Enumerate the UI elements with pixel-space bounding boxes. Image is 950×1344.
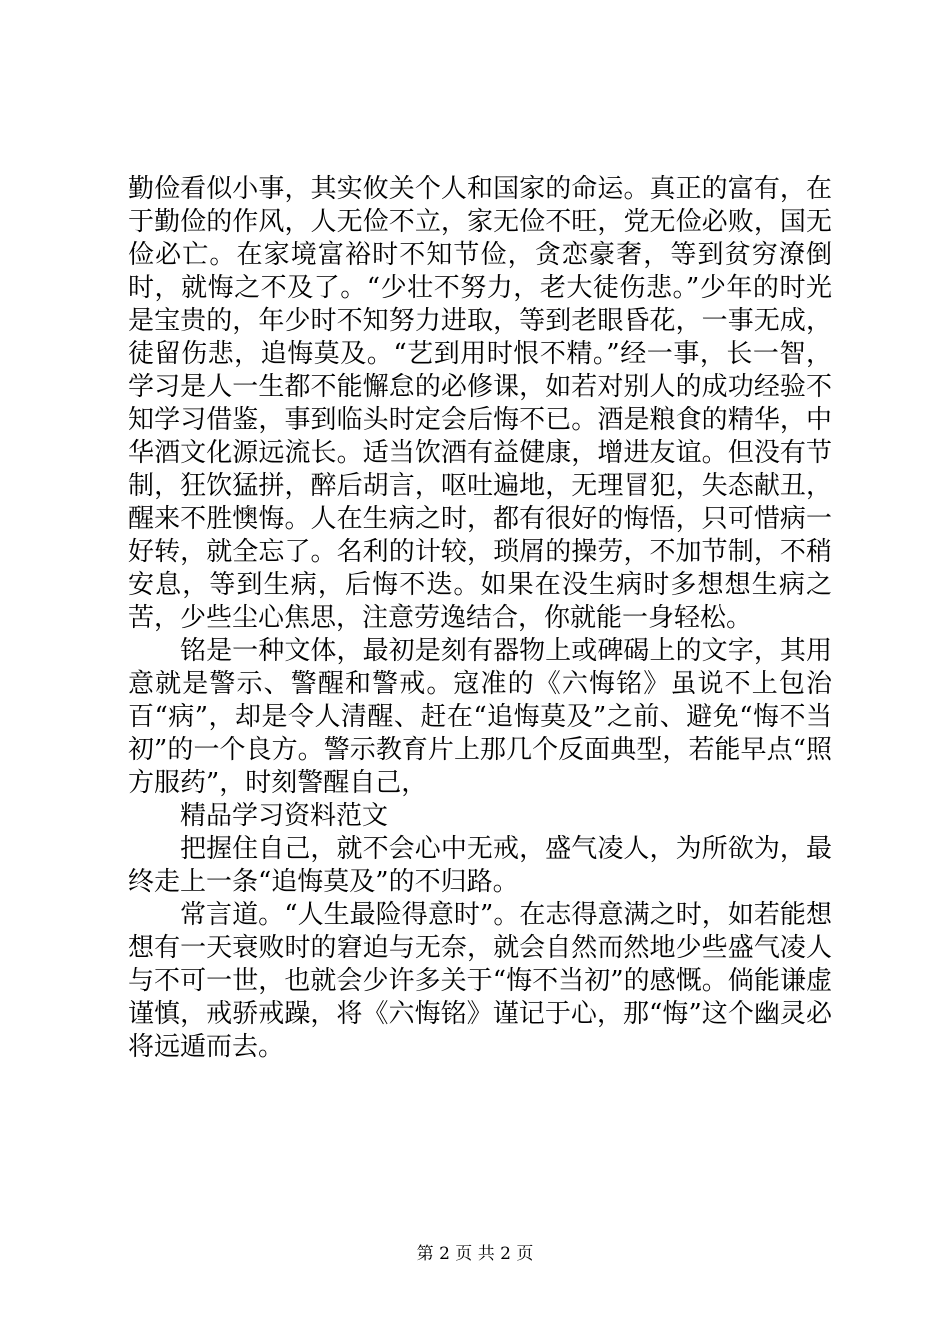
page-footer: 第 2 页 共 2 页 [416,1244,534,1264]
paragraph-self-control: 把握住自己，就不会心中无戒，盛气凌人，为所欲为，最终走上一条“追悔莫及”的不归路。 [128,834,832,897]
paragraph-inscription: 铭是一种文体，最初是刻有器物上或碑碣上的文字，其用意就是警示、警醒和警戒。寇准的《六悔铭》虽说不上包治百“病”，却是令人清醒、赶在“追悔莫及”之前、避免“悔不当初”的一个良方。警示教育片上那几个反面典型，若能早点“照方服药”，时刻警醒自己， [128,636,832,798]
paragraph-frugality: 勤俭看似小事，其实攸关个人和国家的命运。真正的富有，在于勤俭的作风，人无俭不立，家无俭不旺，党无俭必败，国无俭必亡。在家境富裕时不知节俭，贪恋豪奢，等到贫穷潦倒时，就悔之不及了。“少壮不努力，老大徒伤悲。”少年的时光是宝贵的，年少时不知努力进取，等到老眼昏花，一事无成，徒留伤悲，追悔莫及。“艺到用时恨不精。”经一事，长一智，学习是人一生都不能懈怠的必修课，如若对别人的成功经验不知学习借鉴，事到临头时定会后悔不已。酒是粮食的精华，中华酒文化源远流长。适当饮酒有益健康，增进友谊。但没有节制，狂饮猛拼，醉后胡言，呕吐遍地，无理冒犯，失态献丑，醒来不胜懊悔。人在生病之时，都有很好的悔悟，只可惜病一好转，就全忘了。名利的计较，琐屑的操劳，不加节制，不稍安息，等到生病，后悔不迭。如果在没生病时多想想生病之苦，少些尘心焦思，注意劳逸结合，你就能一身轻松。 [128,174,832,633]
paragraph-watermark-line: 精品学习资料范文 [180,801,389,831]
document-body [128,173,832,1064]
paragraph-humility: 常言道。“人生最险得意时”。在志得意满之时，如若能想想有一天衰败时的窘迫与无奈，就会自然而然地少些盛气凌人与不可一世，也就会少许多关于“悔不当初”的感慨。倘能谦虚谨慎，戒骄戒躁，将《六悔铭》谨记于心，那“悔”这个幽灵必将远遁而去。 [128,900,832,1062]
